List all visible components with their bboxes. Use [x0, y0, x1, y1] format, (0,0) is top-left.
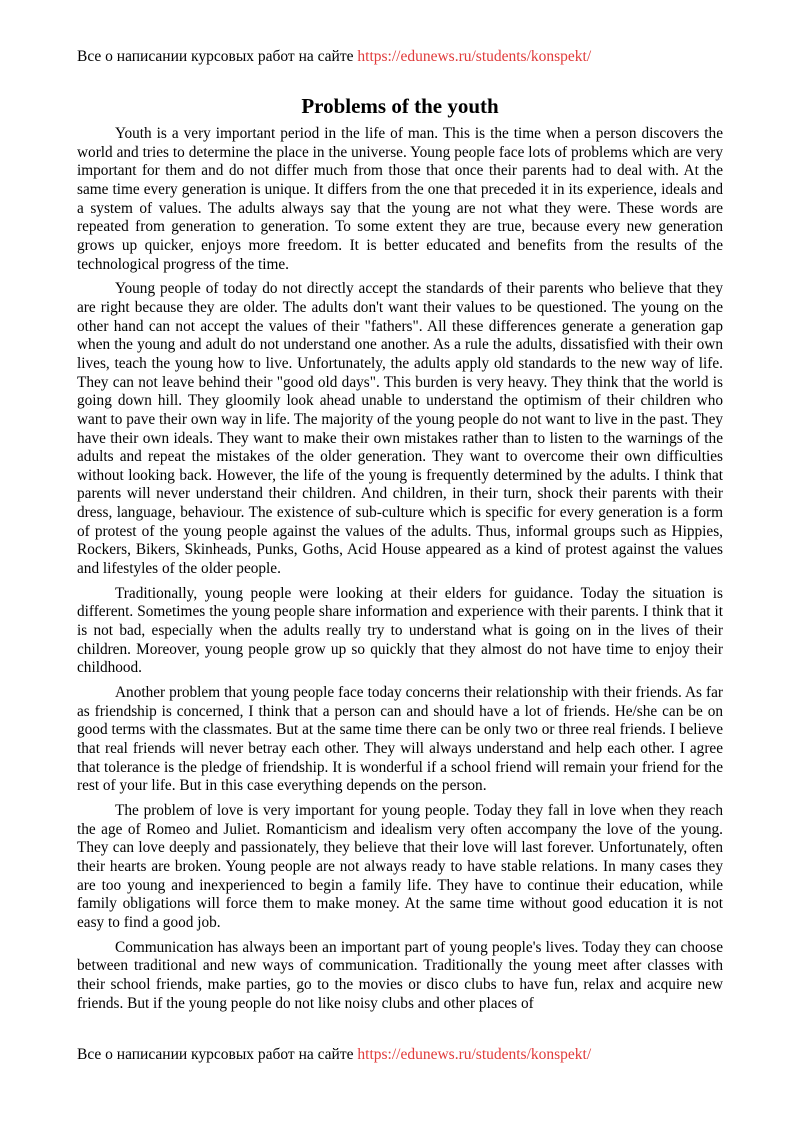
paragraph: The problem of love is very important for young people. Today they fall in love when they reach the age of Romeo and Juliet. Romanticism and idealism very often accompany the love of the young. They can love deeply and passionately, they believe that their love will last forever. Unfortunately, often their hearts are broken. Young people are not always ready to have stable relations. In many cases they are too young and inexperienced to begin a family life. They have to continue their education, while family obligations will force them to make money. At the same time without good education it is not easy to find a good job.	[77, 801, 723, 931]
header-link[interactable]: https://edunews.ru/students/konspekt/	[357, 48, 592, 65]
page-footer	[77, 1046, 723, 1064]
document-body	[77, 125, 723, 1019]
paragraph: Young people of today do not directly accept the standards of their parents who believe that they are right because they are older. The adults don't want their values to be questioned. The young on the other hand can not accept the values of their "fathers". All these differences generate a generation gap when the young and adult do not understand one another. As a rule the adults, dissatisfied with their own lives, teach the young how to live. Unfortunately, the adults apply old standards to the new way of life. They can not leave behind their "good old days". This burden is very heavy. They think that the world is going down hill. They gloomily look ahead unable to understand the optimism of their children who want to pave their own way in life. The majority of the young people do not want to live in the past. They have their own ideals. They want to make their own mistakes rather than to listen to the warnings of the adults and repeat the mistakes of the older generation. They want to overcome their own difficulties without looking back. However, the life of the young is frequently determined by the adults. I think that parents will never understand their children. And children, in their turn, shock their parents with their dress, language, behaviour. The existence of sub-culture which is specific for every generation is a form of protest of the young people against the values of the adults. Thus, informal groups such as Hippies, Rockers, Bikers, Skinheads, Punks, Goths, Acid House appeared as a kind of protest against the values and lifestyles of the older people.	[77, 280, 724, 578]
header-text: Все о написании курсовых работ на сайте	[77, 48, 358, 65]
footer-link[interactable]: https://edunews.ru/students/konspekt/	[357, 1046, 592, 1063]
footer-text: Все о написании курсовых работ на сайте	[77, 1046, 358, 1063]
paragraph: Another problem that young people face today concerns their relationship with their friends. As far as friendship is concerned, I think that a person can and should have a lot of friends. He/she can be on good terms with the classmates. But at the same time there can be only two or three real friends. I believe that real friends will never betray each other. They will always understand and help each other. I agree that tolerance is the pledge of friendship. It is wonderful if a school friend will remain your friend for the rest of your life. But in this case everything depends on the person.	[77, 684, 723, 795]
paragraph: Traditionally, young people were looking at their elders for guidance. Today the situation is different. Sometimes the young people share information and experience with their parents. I think that it is not bad, especially when the adults really try to understand what is going on in the lives of their children. Moreover, young people grow up so quickly that they almost do not have time to enjoy their childhood.	[77, 584, 723, 677]
paragraph: Youth is a very important period in the life of man. This is the time when a person discovers the world and tries to determine the place in the universe. Young people face lots of problems which are very important for them and do not differ much from those that once their parents had to deal with. At the same time every generation is unique. It differs from the one that preceded it in its experience, ideals and a system of values. The adults always say that the young are not what they were. These words are repeated from generation to generation. To some extent they are true, because every new generation grows up quicker, enjoys more freedom. It is better educated and benefits from the results of the technological progress of the time.	[77, 125, 723, 273]
document-title: Problems of the youth	[301, 94, 499, 118]
paragraph: Communication has always been an important part of young people's lives. Today they can choose between traditional and new ways of communication. Traditionally the young meet after classes with their school friends, make parties, go to the movies or disco clubs to have fun, relax and acquire new friends. But if the young people do not like noisy clubs and other places of	[77, 938, 723, 1012]
page-header	[77, 48, 723, 66]
